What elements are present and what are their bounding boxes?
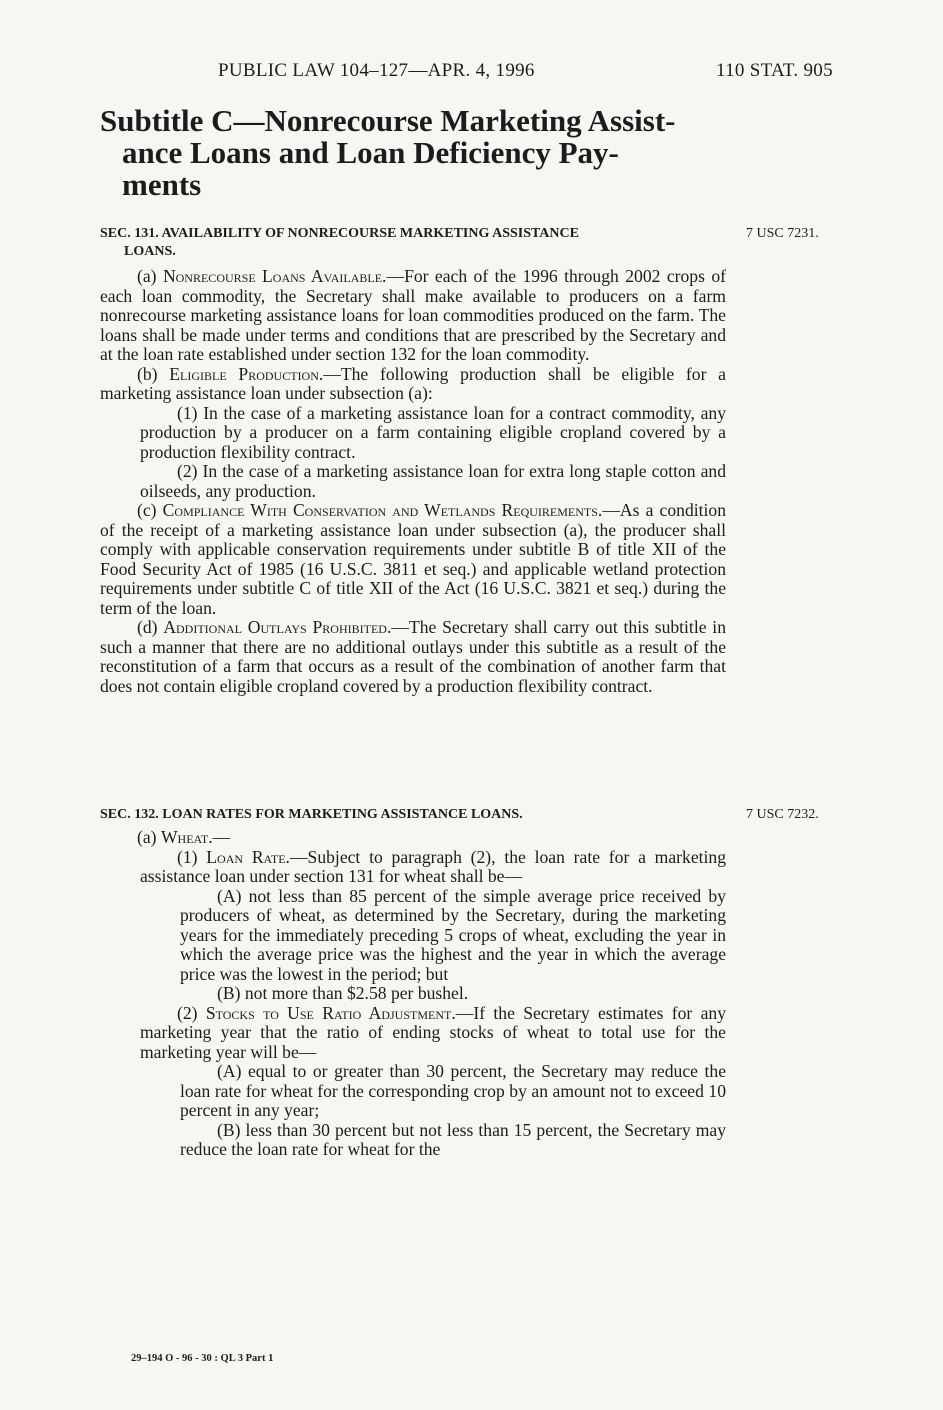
paragraph-text: —If the Secretary estimates for any marketing year that the ratio of ending stocks of wheat to total use for the marketing year will be— <box>140 1002 726 1062</box>
subsection-label: (b) <box>137 363 158 384</box>
subsection-text: —The following production shall be eligible for a marketing assistance loan under subsection (a): <box>100 363 726 403</box>
subsection-b <box>100 365 726 404</box>
subparagraph-1B: (B) not more than $2.58 per bushel. <box>217 983 469 1003</box>
subsection-label: (d) <box>137 617 158 637</box>
paragraph-1-loan-rate <box>100 848 726 887</box>
section-132-heading: SEC. 132. LOAN RATES FOR MARKETING ASSISTANCE LOANS. <box>100 807 523 822</box>
subparagraph-2B: (B) less than 30 percent but not less than 15 percent, the Secretary may reduce the loan rate for wheat for the <box>180 1119 726 1159</box>
running-header: PUBLIC LAW 104–127—APR. 4, 1996 <box>218 60 535 81</box>
print-job-footer: 29–194 O - 96 - 30 : QL 3 Part 1 <box>131 1353 274 1364</box>
subsection-a <box>100 267 726 365</box>
subtitle-line: Subtitle C—Nonrecourse Marketing Assist- <box>100 103 676 138</box>
paragraph-2-stocks-ratio <box>100 1004 726 1063</box>
subsection-text: —The Secretary shall carry out this subtitle in such a manner that there are no additional outlays under this subtitle as a result of the reconstitution of a farm that occurs as a result of the combination of another farm that does not contain eligible cropland covered by a production flexibility contract. <box>100 617 726 696</box>
subsection-label: (a) <box>137 827 157 847</box>
subsection-title: Compliance With Conservation and Wetlands Requirements. <box>162 500 603 520</box>
subsection-d <box>100 618 726 696</box>
subsection-title: Eligible Production. <box>169 363 324 384</box>
paragraph-label: (1) <box>177 846 198 867</box>
subsection-dash: — <box>212 827 231 847</box>
subsection-c <box>100 501 726 618</box>
subsection-a-wheat <box>100 828 726 848</box>
paragraph-title: Stocks to Use Ratio Adjustment. <box>205 1002 456 1023</box>
paragraph-label: (2) <box>177 1002 198 1023</box>
paragraph-title: Loan Rate. <box>206 846 290 867</box>
paragraph-text: —Subject to paragraph (2), the loan rate for a marketing assistance loan under section 131 for wheat shall be— <box>140 846 726 886</box>
subsection-text: —As a condition of the receipt of a marketing assistance loan under subsection (a), the producer shall comply with applicable conservation requirements under subtitle B of title XII of the Food Security Act of 1985 (16 U.S.C. 3811 et seq.) and applicable wetland protection requirements under subtitle C of title XII of the Act (16 U.S.C. 3821 et seq.) during the term of the loan. <box>100 500 727 618</box>
paragraph-b2: (2) In the case of a marketing assistance loan for extra long staple cotton and oilseeds, any production. <box>140 461 726 501</box>
paragraph-b1: (1) In the case of a marketing assistance loan for a contract commodity, any production by a producer on a farm containing eligible cropland covered by a production flexibility contract. <box>140 402 726 462</box>
usc-margin-note: 7 USC 7232. <box>746 807 819 822</box>
page-citation: 110 STAT. 905 <box>716 60 833 81</box>
subsection-title: Additional Outlays Prohibited. <box>163 617 392 637</box>
subtitle-line: ance Loans and Loan Deficiency Pay- <box>122 135 619 170</box>
section-heading-line: LOANS. <box>124 244 176 259</box>
subparagraph-2A: (A) equal to or greater than 30 percent, the Secretary may reduce the loan rate for wheat for the corresponding crop by an amount not to exceed 10 percent in any year; <box>180 1061 726 1120</box>
usc-margin-note: 7 USC 7231. <box>746 226 819 241</box>
subsection-title: Nonrecourse Loans Available. <box>162 266 387 286</box>
subtitle-heading <box>100 105 740 201</box>
section-131-heading <box>100 225 725 261</box>
section-131-body <box>100 267 726 696</box>
subsection-text: —For each of the 1996 through 2002 crops of each loan commodity, the Secretary shall make available to producers on a farm nonrecourse marketing assistance loans for loan commodities produced on the farm. The loans shall be made under terms and conditions that are prescribed by the Secretary and at the loan rate established under section 132 for the loan commodity. <box>100 266 726 364</box>
subtitle-line: ments <box>122 167 202 202</box>
subsection-label: (c) <box>137 500 157 520</box>
subsection-title: Wheat. <box>160 827 213 847</box>
subsection-label: (a) <box>137 266 157 286</box>
section-132-body <box>100 828 726 1160</box>
section-heading-line: SEC. 131. AVAILABILITY OF NONRECOURSE MARKETING ASSISTANCE <box>100 226 579 241</box>
subparagraph-1A: (A) not less than 85 percent of the simple average price received by producers of wheat, as determined by the Secretary, during the marketing years for the immediately preceding 5 crops of wheat, excluding the year in which the average price was the highest and the year in which the average price was the lowest in the period; but <box>180 885 726 984</box>
